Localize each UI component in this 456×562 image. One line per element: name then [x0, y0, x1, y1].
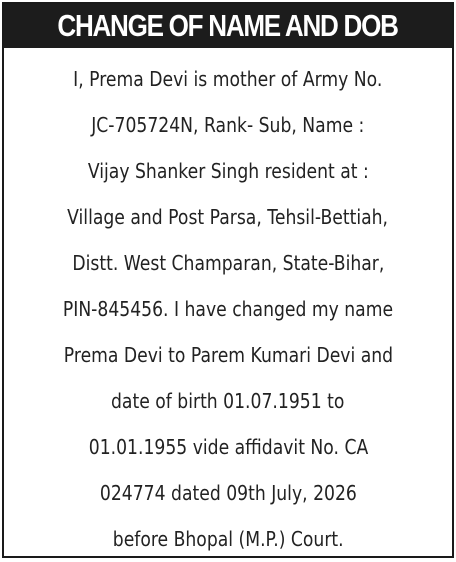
notice-line: JC-705724N, Rank- Sub, Name : [91, 113, 365, 137]
notice-line: PIN-845456. I have changed my name [62, 297, 394, 321]
notice-line: Prema Devi to Parem Kumari Devi and [63, 343, 393, 367]
notice-line: 024774 dated 09th July, 2026 [99, 481, 357, 505]
legal-notice [2, 2, 454, 558]
notice-line: date of birth 01.07.1951 to [111, 389, 345, 413]
notice-line: Distt. West Champaran, State-Bihar, [72, 251, 384, 275]
notice-body [4, 48, 452, 562]
notice-line: before Bhopal (M.P.) Court. [112, 527, 344, 551]
notice-line: Vijay Shanker Singh resident at : [87, 159, 369, 183]
notice-line: 01.01.1955 vide affidavit No. CA [88, 435, 368, 459]
notice-header [4, 4, 452, 48]
notice-line: I, Prema Devi is mother of Army No. [73, 67, 383, 91]
notice-line: Village and Post Parsa, Tehsil-Bettiah, [67, 205, 389, 229]
notice-title: CHANGE OF NAME AND DOB [57, 8, 399, 43]
